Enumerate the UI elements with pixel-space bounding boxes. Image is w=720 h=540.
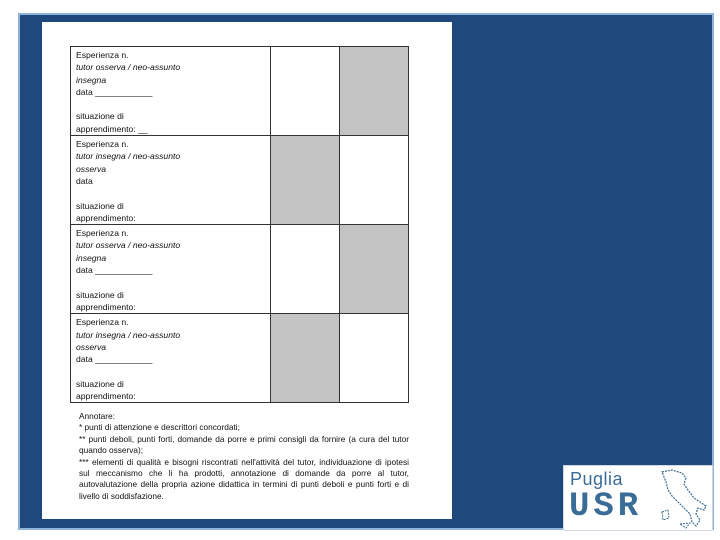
experience-line (76, 365, 270, 377)
blank-cell (271, 47, 340, 136)
blank-cell (340, 314, 409, 403)
blank-cell (340, 136, 409, 225)
experience-line (76, 187, 270, 199)
experience-line: apprendimento: (76, 212, 136, 223)
experience-cell (71, 47, 271, 136)
experience-cell (71, 314, 271, 403)
notes-heading: Annotare: (79, 411, 115, 421)
experience-line: situazione di (76, 200, 124, 211)
shaded-cell (271, 314, 340, 403)
experience-line: situazione di (76, 111, 124, 122)
experience-line: Esperienza n. (76, 228, 129, 239)
shaded-cell (340, 47, 409, 136)
experience-line: osserva (76, 341, 107, 352)
experience-line (76, 276, 270, 288)
shaded-cell (271, 136, 340, 225)
experience-line: osserva (76, 163, 107, 174)
document-page (42, 22, 452, 519)
experience-line: situazione di (76, 378, 124, 389)
experience-line: tutor osserva / neo-assunto (76, 240, 181, 251)
logo-usr-text: USR (569, 488, 643, 526)
puglia-usr-logo (563, 465, 713, 531)
table-row (71, 314, 409, 403)
experience-line: data (76, 175, 93, 186)
observation-table (70, 46, 409, 403)
notes-item-1: * punti di attenzione e descrittori concordati; (79, 422, 240, 433)
experience-line: Esperienza n. (76, 139, 129, 150)
logo-puglia-text: Puglia (570, 469, 624, 489)
shaded-cell (340, 225, 409, 314)
slide-background (18, 13, 714, 530)
notes-item-3: *** elementi di qualità e bisogni riscontrati nell'attività del tutor, individuazione di ipotesi sul meccanismo che li ha prodotti, annotazione di domande da porre al tutor, autovalutazione della propria azione didattica in termini di punti deboli e punti forti e di livello di soddisfazione. (79, 456, 409, 501)
experience-line: data ____________ (76, 265, 153, 276)
experience-line: situazione di (76, 289, 124, 300)
experience-line: apprendimento: __ (76, 123, 148, 134)
experience-line: apprendimento: (76, 391, 136, 402)
table-row (71, 136, 409, 225)
table-row (71, 47, 409, 136)
notes-item-2: ** punti deboli, punti forti, domande da porre e primi consigli da fornire (a cura del tutor quando osserva); (79, 433, 409, 456)
experience-line: apprendimento: (76, 301, 136, 312)
experience-line: tutor insegna / neo-assunto (76, 151, 181, 162)
experience-line (76, 98, 270, 110)
annotation-notes (79, 411, 409, 502)
experience-line: insegna (76, 252, 107, 263)
table-row (71, 225, 409, 314)
blank-cell (271, 225, 340, 314)
experience-line: insegna (76, 74, 107, 85)
experience-line: data ____________ (76, 354, 153, 365)
experience-line: tutor insegna / neo-assunto (76, 329, 181, 340)
experience-line: data ____________ (76, 86, 153, 97)
italy-map-icon (656, 468, 712, 530)
experience-cell (71, 225, 271, 314)
experience-line: Esperienza n. (76, 50, 129, 60)
experience-cell (71, 136, 271, 225)
experience-line: tutor osserva / neo-assunto (76, 62, 181, 73)
experience-line: Esperienza n. (76, 317, 129, 328)
